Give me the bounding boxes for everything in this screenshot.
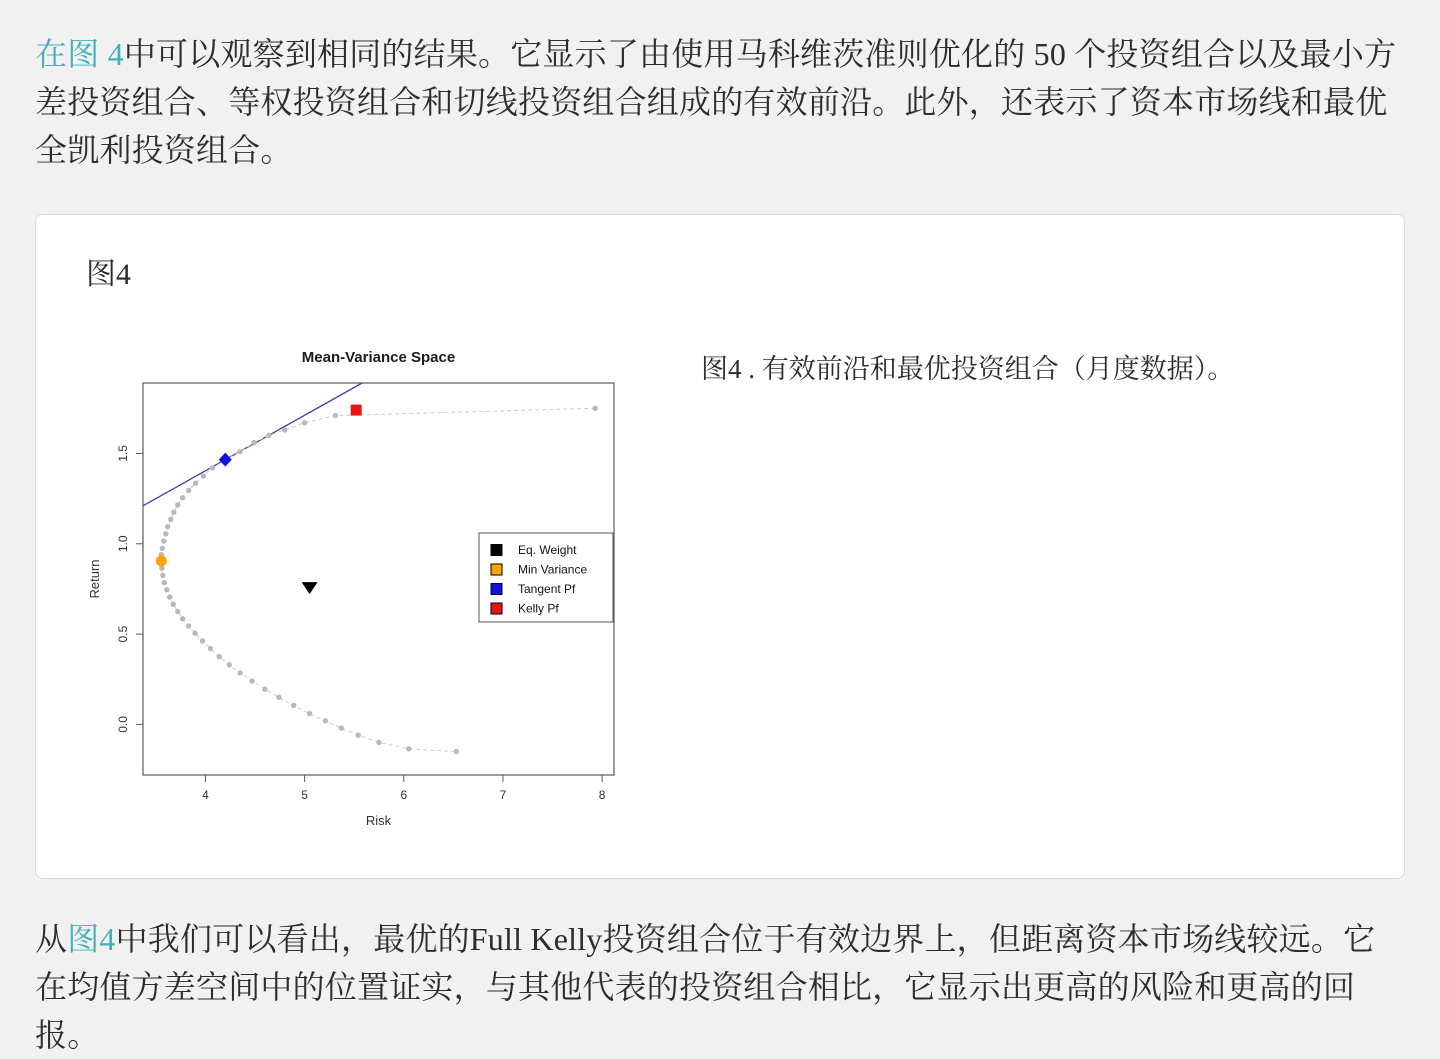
svg-text:Min Variance: Min Variance [518, 562, 588, 577]
discussion-paragraph [35, 915, 1405, 1059]
figure4-link[interactable]: 在图 4 [35, 36, 124, 72]
svg-text:0.5: 0.5 [116, 625, 130, 643]
svg-text:7: 7 [499, 788, 507, 802]
intro-text: 中可以观察到相同的结果。它显示了由使用马科维茨准则优化的 50 个投资组合以及最小方差投资组合、等权投资组合和切线投资组合组成的有效前沿。此外，还表示了资本市场线和最优全凯利投资组合。 [35, 36, 1397, 168]
figure-caption: 图4 . 有效前沿和最优投资组合（月度数据）。 [701, 354, 1235, 384]
svg-text:1.0: 1.0 [116, 535, 130, 553]
svg-text:1.5: 1.5 [116, 445, 130, 462]
figure-label: 图4 [86, 258, 131, 291]
svg-text:5: 5 [301, 788, 308, 802]
svg-text:6: 6 [400, 788, 408, 802]
discussion-prefix: 从 [35, 921, 68, 957]
svg-text:4: 4 [202, 788, 209, 802]
intro-paragraph [35, 30, 1405, 174]
svg-text:Return: Return [87, 559, 102, 599]
mean-variance-chart [86, 345, 631, 842]
figure4-link-2[interactable]: 图4 [67, 921, 116, 957]
figure-body [86, 345, 1354, 842]
svg-text:Eq. Weight: Eq. Weight [518, 543, 577, 557]
svg-text:8: 8 [598, 788, 606, 802]
svg-text:0.0: 0.0 [116, 716, 130, 733]
svg-text:Risk: Risk [365, 813, 392, 828]
figure-card [35, 214, 1405, 879]
discussion-text: 中我们可以看出，最优的Full Kelly投资组合位于有效边界上，但距离资本市场线较远。它在均值方差空间中的位置证实，与其他代表的投资组合相比，它显示出更高的风险和更高的回报。 [35, 921, 1376, 1053]
svg-text:Tangent Pf: Tangent Pf [518, 582, 576, 596]
svg-text:Kelly Pf: Kelly Pf [518, 601, 559, 616]
svg-text:Mean-Variance Space: Mean-Variance Space [301, 349, 456, 366]
